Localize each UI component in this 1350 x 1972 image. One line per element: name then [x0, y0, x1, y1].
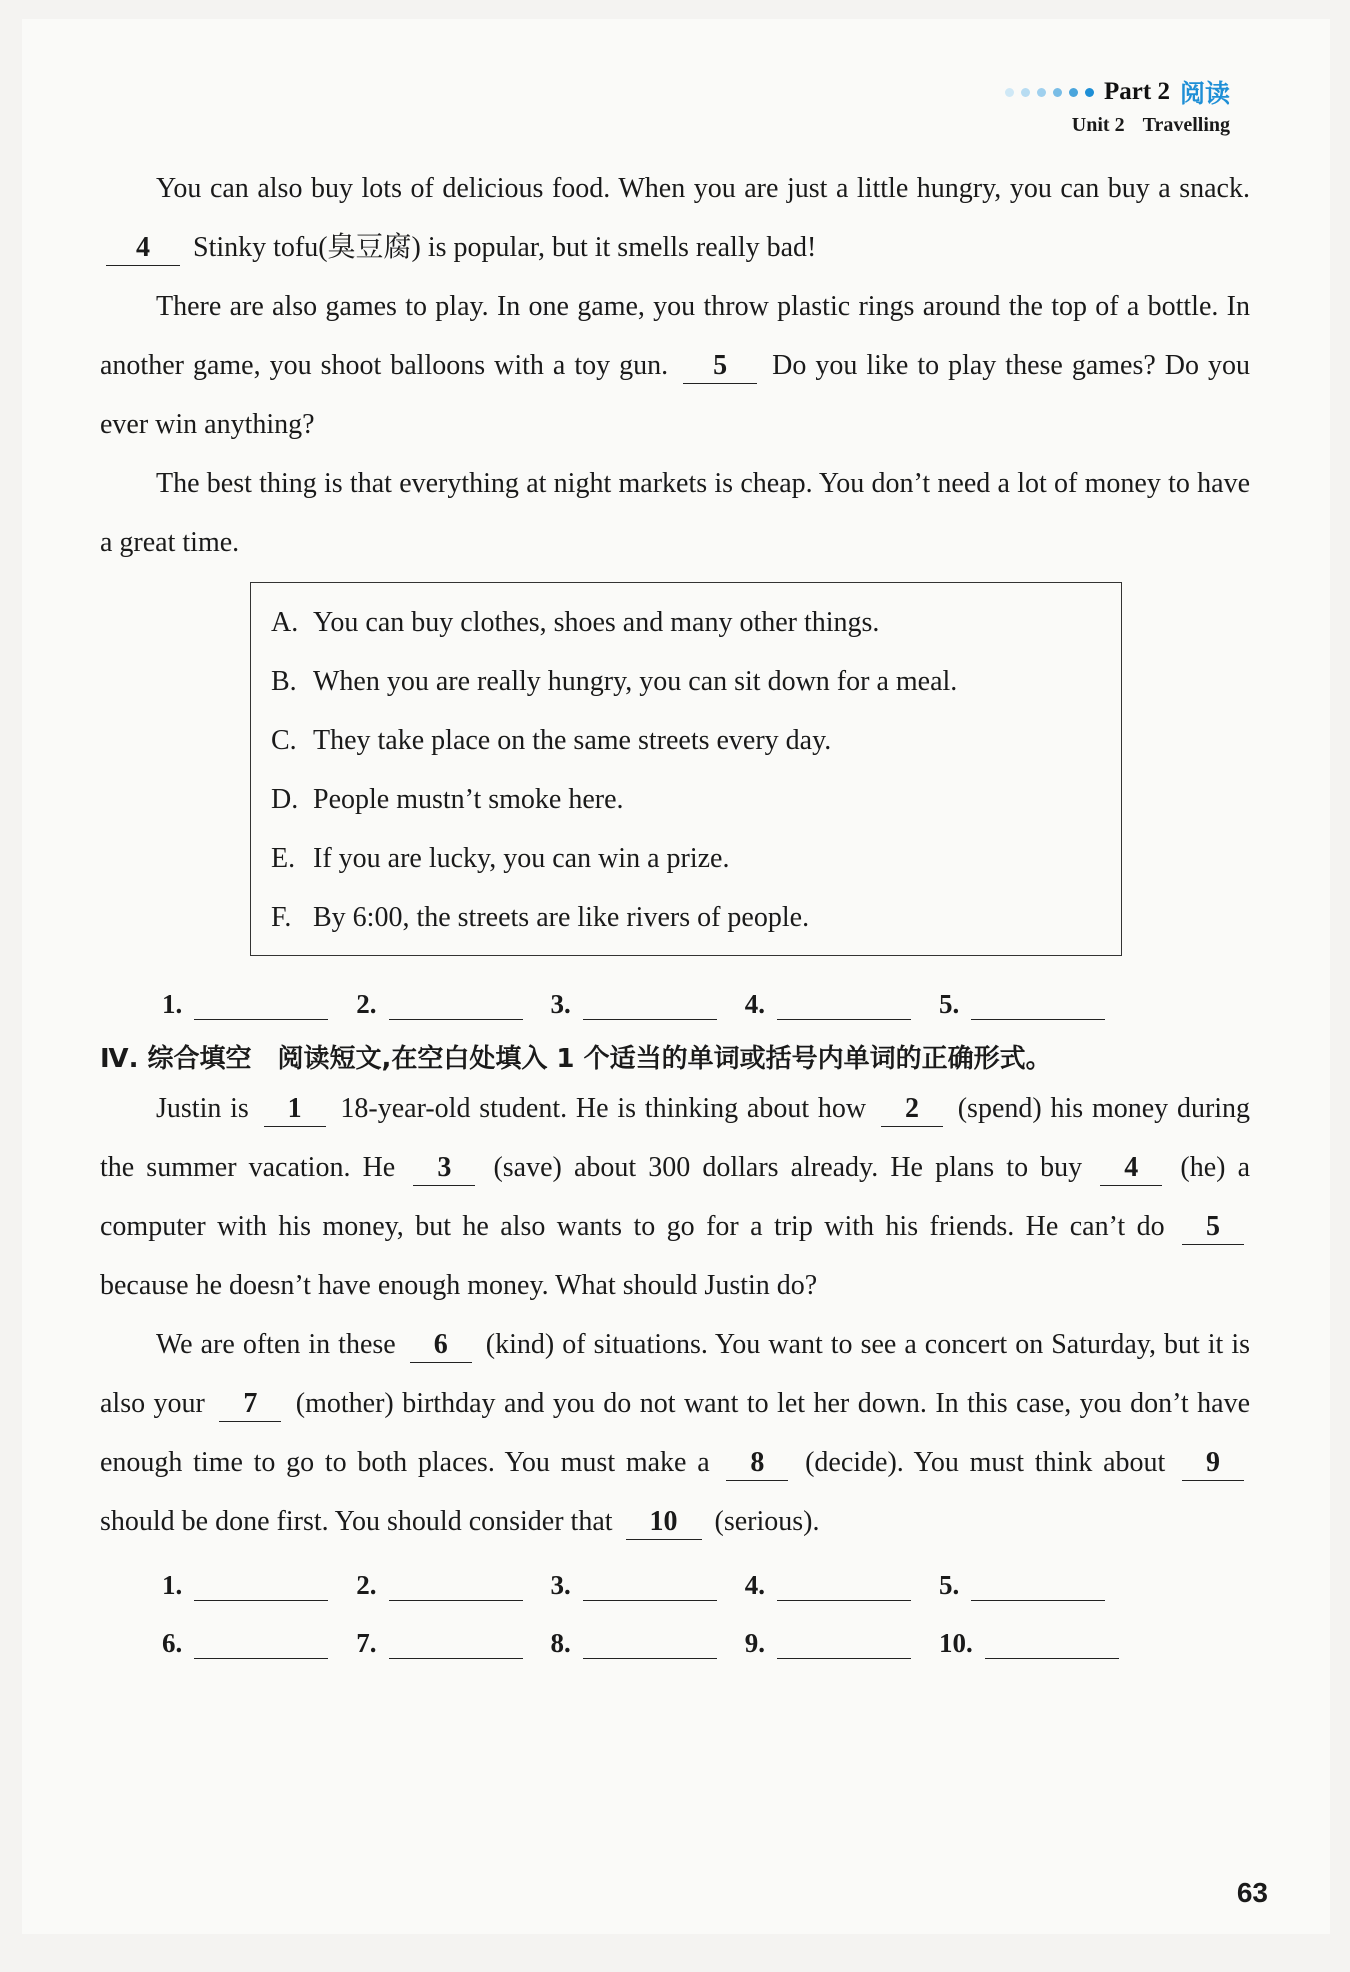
answer-item — [551, 1628, 745, 1659]
blank-8[interactable]: 8 — [726, 1446, 788, 1481]
option-text: If you are lucky, you can win a prize. — [313, 843, 730, 874]
answer-line[interactable] — [194, 1598, 328, 1601]
blank-6[interactable]: 6 — [410, 1328, 472, 1363]
answer-item — [162, 1628, 356, 1659]
blank-5[interactable]: 5 — [1182, 1210, 1244, 1245]
paragraph-text: Justin is — [156, 1093, 249, 1124]
answer-item — [745, 989, 939, 1020]
dot-icon — [1021, 88, 1030, 97]
paragraph-text: The best thing is that everything at night markets is cheap. You don’t need a lot of money to have a great time. — [100, 468, 1250, 558]
answer-number: 8. — [550, 1628, 571, 1658]
blank-7[interactable]: 7 — [219, 1387, 281, 1422]
answer-row-2 — [162, 1561, 1250, 1601]
answer-item — [551, 1570, 745, 1601]
paragraph-text: (kind) of situations. You want to see a concert on Saturday, but it is also your — [100, 1329, 1251, 1419]
part-label: Part 2 — [1104, 78, 1170, 105]
paragraph-text: should be done first. You should consider that — [100, 1506, 613, 1537]
option-letter: A. — [271, 607, 299, 638]
answer-line[interactable] — [583, 1656, 717, 1659]
option-c — [271, 711, 1101, 770]
paragraph-text: (decide). You must think about — [805, 1447, 1166, 1478]
answer-item — [162, 1570, 356, 1601]
page-number: 63 — [1236, 1877, 1268, 1908]
answer-number: 5. — [939, 1570, 960, 1600]
dot-icon — [1053, 88, 1062, 97]
paragraph-text: We are often in these — [156, 1329, 396, 1360]
option-text: People mustn’t smoke here. — [313, 784, 624, 815]
option-letter: D. — [271, 784, 299, 815]
answer-number: 7. — [356, 1628, 377, 1658]
unit-title: Travelling — [1142, 114, 1230, 136]
options-box — [250, 582, 1122, 956]
answer-number: 2. — [356, 1570, 377, 1600]
blank-10[interactable]: 10 — [626, 1505, 702, 1540]
dot-icon — [1069, 88, 1078, 97]
answer-line[interactable] — [389, 1656, 523, 1659]
answer-line[interactable] — [971, 1598, 1105, 1601]
answer-number: 6. — [162, 1628, 183, 1658]
page-content — [100, 159, 1250, 1659]
option-text: You can buy clothes, shoes and many other things. — [313, 607, 880, 638]
answer-item — [939, 989, 1133, 1020]
passage-paragraph — [100, 454, 1250, 572]
option-letter: E. — [271, 843, 296, 874]
answer-item — [745, 1570, 939, 1601]
blank-2[interactable]: 2 — [881, 1092, 943, 1127]
answer-item — [162, 989, 356, 1020]
answer-number: 2. — [356, 989, 377, 1019]
blank-5[interactable]: 5 — [683, 349, 757, 384]
paragraph-text: because he doesn’t have enough money. What should Justin do? — [100, 1270, 818, 1301]
option-letter: B. — [271, 666, 297, 697]
answer-item — [939, 1570, 1133, 1601]
answer-line[interactable] — [985, 1656, 1119, 1659]
dot-icon — [1037, 88, 1046, 97]
answer-number: 3. — [550, 1570, 571, 1600]
answer-line[interactable] — [389, 1598, 523, 1601]
answer-item — [356, 989, 550, 1020]
unit-line — [1005, 114, 1230, 137]
passage-paragraph — [100, 1079, 1250, 1315]
passage-paragraph — [100, 277, 1250, 454]
answer-row-3 — [162, 1619, 1250, 1659]
passage-paragraph — [100, 1315, 1250, 1551]
workbook-page — [22, 19, 1330, 1934]
answer-number: 10. — [939, 1628, 973, 1658]
answer-line[interactable] — [777, 1656, 911, 1659]
blank-4[interactable]: 4 — [106, 231, 180, 266]
paragraph-text: (mother) birthday and you do not want to let her down. In this case, you don’t have enough time to go to both places. You must make a — [100, 1388, 1251, 1478]
answer-item — [356, 1570, 550, 1601]
answer-line[interactable] — [583, 1598, 717, 1601]
answer-number: 1. — [162, 1570, 183, 1600]
answer-line[interactable] — [971, 1017, 1105, 1020]
blank-1[interactable]: 1 — [264, 1092, 326, 1127]
option-letter: F. — [271, 902, 292, 933]
blank-4[interactable]: 4 — [1100, 1151, 1162, 1186]
answer-row-1 — [162, 980, 1250, 1020]
dot-icon — [1085, 88, 1094, 97]
option-d — [271, 770, 1101, 829]
answer-number: 3. — [550, 989, 571, 1019]
page-header — [1005, 74, 1230, 137]
paragraph-text: Do you like to play these games? Do you ever win anything? — [100, 350, 1251, 440]
option-e — [271, 829, 1101, 888]
answer-number: 4. — [744, 1570, 765, 1600]
option-b — [271, 652, 1101, 711]
option-text: When you are really hungry, you can sit down for a meal. — [313, 666, 958, 697]
answer-line[interactable] — [583, 1017, 717, 1020]
answer-number: 4. — [744, 989, 765, 1019]
answer-number: 9. — [744, 1628, 765, 1658]
answer-number: 1. — [162, 989, 183, 1019]
answer-line[interactable] — [194, 1656, 328, 1659]
paragraph-text: Stinky tofu(臭豆腐) is popular, but it smells really bad! — [193, 232, 817, 263]
option-f — [271, 888, 1101, 947]
option-text: By 6:00, the streets are like rivers of people. — [313, 902, 810, 933]
dot-icon — [1005, 88, 1014, 97]
answer-line[interactable] — [777, 1598, 911, 1601]
answer-item — [939, 1628, 1147, 1659]
paragraph-text: (serious). — [714, 1506, 820, 1537]
part-chinese-label: 阅读 — [1179, 79, 1230, 108]
blank-9[interactable]: 9 — [1182, 1446, 1244, 1481]
section-4-title: Ⅳ. 综合填空 阅读短文,在空白处填入 1 个适当的单词或括号内单词的正确形式。 — [100, 1044, 1052, 1074]
answer-item — [745, 1628, 939, 1659]
answer-line[interactable] — [389, 1017, 523, 1020]
paragraph-text: (he) a computer with his money, but he also wants to go for a trip with his friends. He can’t do — [100, 1152, 1251, 1242]
blank-3[interactable]: 3 — [413, 1151, 475, 1186]
passage-paragraph — [100, 159, 1250, 277]
paragraph-text: There are also games to play. In one game, you throw plastic rings around the top of a bottle. In another game, you shoot balloons with a toy gun. — [100, 291, 1250, 381]
paragraph-text: (save) about 300 dollars already. He plans to buy — [493, 1152, 1083, 1183]
option-text: They take place on the same streets every day. — [313, 725, 832, 756]
paragraph-text: You can also buy lots of delicious food. When you are just a little hungry, you can buy a snack. — [156, 173, 1250, 204]
answer-item — [551, 989, 745, 1020]
answer-number: 5. — [939, 989, 960, 1019]
answer-line[interactable] — [194, 1017, 328, 1020]
answer-item — [356, 1628, 550, 1659]
paragraph-text: 18-year-old student. He is thinking about how — [340, 1093, 867, 1124]
paragraph-text: (spend) his money during the summer vacation. He — [100, 1093, 1251, 1183]
unit-label: Unit 2 — [1071, 114, 1125, 136]
answer-line[interactable] — [777, 1017, 911, 1020]
option-a — [271, 593, 1101, 652]
option-letter: C. — [271, 725, 297, 756]
decorative-dots — [1005, 88, 1094, 97]
